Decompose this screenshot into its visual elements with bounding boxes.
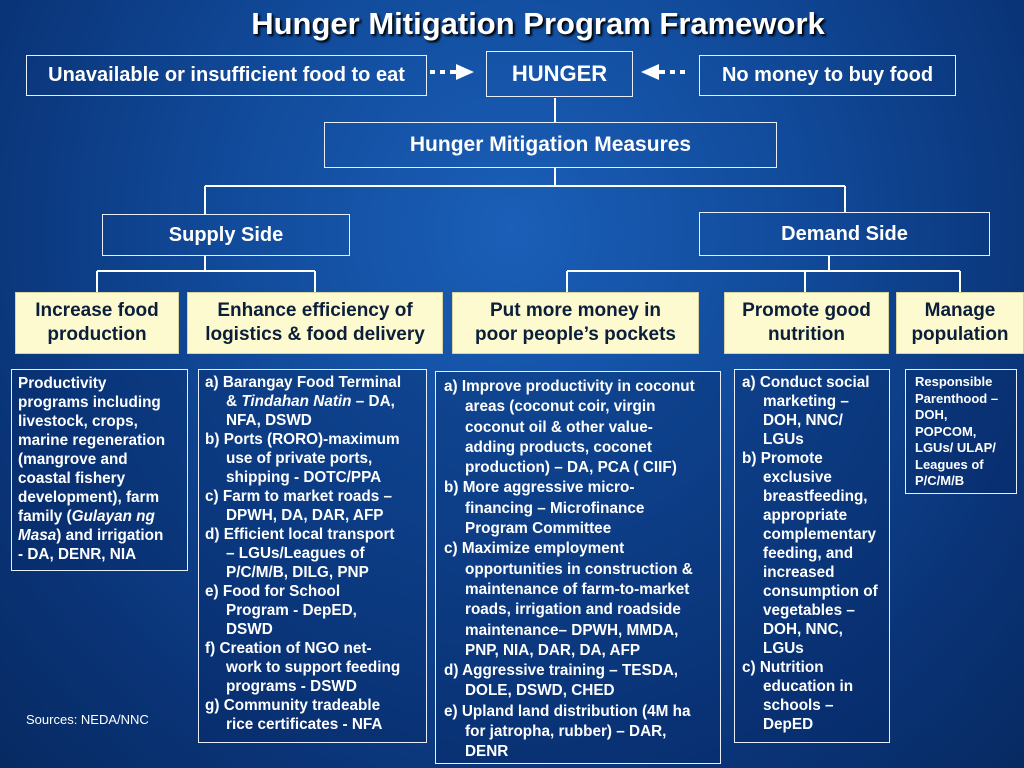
arrow-left-icon [641, 64, 685, 80]
detail-line: b) Ports (RORO)-maximum [205, 431, 400, 448]
category-line: logistics & food delivery [205, 324, 425, 345]
detail-line: DepED [763, 716, 814, 733]
category-manage-population [896, 292, 1024, 354]
detail-line: g) Community tradeable [205, 697, 381, 714]
detail-line: consumption of [763, 583, 878, 600]
detail-line: d) Efficient local transport [205, 526, 395, 543]
detail-line: work to support feeding [226, 659, 401, 676]
detail-line: coastal fishery [18, 470, 126, 487]
detail-line: financing – Microfinance [465, 499, 645, 517]
detail-line: (mangrove and [18, 451, 128, 468]
hunger-box [486, 51, 633, 97]
detail-line: NFA, DSWD [226, 412, 312, 429]
detail-text: ) and irrigation [56, 527, 164, 544]
supply-side-box [102, 214, 350, 256]
detail-line: c) Farm to market roads – [205, 488, 393, 505]
detail-food-production [11, 369, 188, 571]
category-line: Promote good [742, 300, 871, 321]
detail-line: marketing – [763, 393, 849, 410]
detail-line: increased [763, 564, 835, 581]
detail-line: c) Maximize employment [444, 540, 625, 558]
detail-logistics [198, 369, 427, 743]
detail-line: DOLE, DSWD, CHED [465, 682, 615, 700]
category-good-nutrition [724, 292, 889, 354]
detail-line: Program - DepED, [226, 602, 357, 619]
detail-line: complementary [763, 526, 877, 543]
mitigation-measures-label: Hunger Mitigation Measures [409, 133, 692, 156]
mitigation-measures-box [324, 122, 777, 168]
detail-line: appropriate [763, 507, 848, 524]
category-increase-food-production [15, 292, 179, 354]
detail-line: d) Aggressive training – TESDA, [444, 662, 679, 680]
detail-nutrition [734, 369, 890, 743]
detail-line: - DA, DENR, NIA [18, 546, 137, 563]
detail-line: P/C/M/B, DILG, PNP [226, 564, 369, 581]
detail-line: production) – DA, PCA ( CIIF) [465, 459, 677, 477]
detail-line: vegetables – [763, 602, 855, 619]
category-more-money [452, 292, 699, 354]
detail-line: opportunities in construction & [465, 560, 693, 578]
detail-line: exclusive [763, 469, 832, 486]
category-line: Put more money in [489, 300, 661, 321]
detail-line: POPCOM, [915, 423, 977, 439]
cause-insufficient-food [26, 55, 427, 96]
category-line: production [47, 324, 147, 345]
detail-line: maintenance of farm-to-market [465, 580, 690, 598]
detail-line: P/C/M/B [915, 473, 965, 488]
detail-line: programs - DSWD [226, 678, 357, 695]
category-line: population [911, 324, 1009, 345]
detail-line: rice certificates - NFA [226, 716, 383, 733]
detail-line: programs including [18, 394, 161, 411]
detail-line: feeding, and [763, 545, 854, 562]
detail-text-italic: Tindahan Natin [241, 393, 352, 410]
category-line: Increase food [35, 300, 159, 321]
category-line: Enhance efficiency of [217, 300, 413, 321]
source-note: Sources: NEDA/NNC [26, 712, 149, 727]
detail-line: a) Conduct social [742, 374, 870, 391]
detail-line: Productivity [18, 375, 107, 392]
detail-line: marine regeneration [18, 432, 166, 449]
detail-line: c) Nutrition [742, 659, 824, 676]
demand-side-label: Demand Side [781, 222, 908, 245]
detail-line: education in [763, 678, 854, 695]
hunger-label: HUNGER [511, 61, 608, 86]
detail-text-italic: Gulayan ng [71, 508, 155, 525]
detail-line: Parenthood – [915, 390, 999, 406]
detail-line: use of private ports, [226, 450, 373, 467]
detail-text: – DA, [351, 393, 395, 410]
detail-line: roads, irrigation and roadside [465, 601, 681, 619]
detail-line: Leagues of [915, 456, 984, 472]
detail-line: shipping - DOTC/PPA [226, 469, 382, 486]
category-logistics-efficiency [187, 292, 443, 354]
detail-line: DPWH, DA, DAR, AFP [226, 507, 384, 524]
detail-line: b) Promote [742, 450, 823, 467]
detail-line: Responsible [915, 374, 993, 389]
detail-line: DENR [465, 743, 509, 761]
arrow-right-icon [430, 64, 474, 80]
detail-line: f) Creation of NGO net- [205, 640, 372, 657]
detail-population [905, 369, 1017, 494]
detail-line: DOH, NNC, [763, 621, 843, 638]
supply-side-label: Supply Side [168, 223, 284, 246]
cause-insufficient-food-label: Unavailable or insufficient food to eat [48, 64, 405, 86]
detail-line: LGUs [763, 640, 804, 657]
detail-line: – LGUs/Leagues of [226, 545, 365, 562]
detail-line: DOH, NNC/ [763, 412, 843, 429]
detail-line: areas (coconut coir, virgin [465, 398, 656, 416]
detail-line: maintenance– DPWH, MMDA, [465, 621, 679, 639]
category-line: Manage [924, 300, 996, 321]
detail-line: livestock, crops, [18, 413, 138, 430]
detail-line [18, 507, 181, 526]
cause-no-money [699, 55, 956, 96]
detail-line [18, 526, 181, 545]
detail-line: a) Improve productivity in coconut [444, 378, 695, 395]
detail-line: adding products, coconet [465, 438, 652, 456]
category-line: nutrition [767, 324, 846, 345]
detail-line: DSWD [226, 621, 273, 638]
detail-line: e) Upland land distribution (4M ha [444, 702, 691, 720]
detail-text: & [226, 393, 242, 410]
detail-more-money [435, 371, 721, 764]
detail-line: a) Barangay Food Terminal [205, 374, 402, 391]
detail-line: coconut oil & other value- [465, 418, 653, 436]
detail-line: for jatropha, rubber) – DAR, [465, 723, 667, 741]
detail-text: family ( [18, 508, 72, 525]
detail-line: LGUs/ ULAP/ [915, 440, 996, 455]
detail-line: development), farm [18, 489, 160, 506]
detail-line [205, 392, 420, 411]
cause-no-money-label: No money to buy food [721, 64, 934, 86]
page-title: Hunger Mitigation Program Framework [251, 6, 825, 41]
category-line: poor people’s pockets [475, 324, 676, 345]
detail-line: Program Committee [465, 520, 612, 538]
detail-line: breastfeeding, [763, 488, 868, 505]
detail-text-italic: Masa [18, 527, 57, 544]
detail-line: LGUs [763, 431, 804, 448]
detail-line: schools – [763, 697, 834, 714]
detail-line: PNP, NIA, DAR, DA, AFP [465, 641, 641, 659]
demand-side-box [699, 212, 990, 256]
detail-line: DOH, [915, 407, 948, 422]
detail-line: b) More aggressive micro- [444, 479, 635, 497]
detail-line: e) Food for School [205, 583, 341, 600]
